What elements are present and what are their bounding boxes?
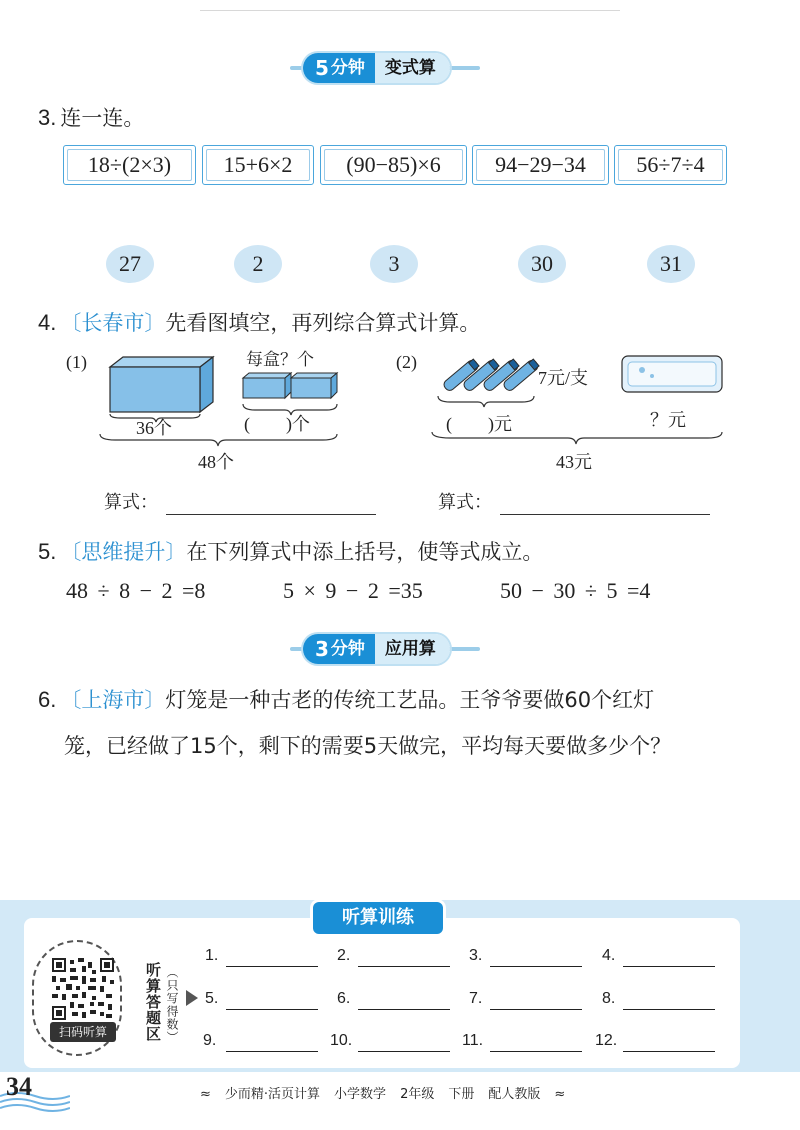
q5-title-text: 在下列算式中添上括号，使等式成立。 (186, 540, 544, 564)
footer-volume: 下册 (448, 1087, 475, 1102)
section-banner-1 (0, 53, 800, 83)
section-banner-2 (0, 634, 800, 664)
answer-line[interactable] (226, 1051, 318, 1052)
pens-blank[interactable]: ( )元 (446, 414, 512, 434)
per-box-label: 每盒？个 (246, 350, 314, 370)
formula-line-2[interactable] (500, 514, 710, 515)
listening-title: 听算训练 (313, 902, 443, 934)
banner-minutes: 5 (315, 56, 329, 80)
q6-number: 6. (38, 687, 57, 712)
page-number: 34 (6, 1072, 32, 1101)
answer-line[interactable] (358, 1009, 450, 1010)
play-arrow-icon[interactable] (186, 990, 198, 1006)
answer-area-note: （只写得数） (165, 966, 179, 1044)
answer-line[interactable] (623, 1051, 715, 1052)
answer-number: 10. (330, 1032, 353, 1049)
q6-line1-text: 灯笼是一种古老的传统工艺品。王爷爷要做60个红灯 (165, 688, 655, 712)
expression-box[interactable]: 94−29−34 (472, 145, 609, 185)
answer-line[interactable] (358, 1051, 450, 1052)
banner-time-unit: 分钟 (330, 58, 365, 78)
banner-time (303, 634, 375, 664)
q5-number: 5. (38, 539, 57, 564)
answer-number: 6. (337, 990, 351, 1007)
answer-number: 11. (462, 1032, 484, 1049)
q6-line2: 笼，已经做了15个，剩下的需要5天做完，平均每天要做多少个？ (64, 734, 672, 758)
expression-box[interactable]: 56÷7÷4 (614, 145, 727, 185)
q6-tag: 〔上海市〕 (60, 688, 166, 712)
formula-label-2: 算式： (438, 492, 492, 513)
big-box-count: 36个 (136, 418, 172, 438)
answer-line[interactable] (358, 966, 450, 967)
answer-line[interactable] (623, 1009, 715, 1010)
q6-line1 (38, 684, 654, 714)
banner-pill (303, 634, 450, 664)
answer-circle[interactable]: 2 (234, 245, 282, 283)
pen-unit-price: 7元/支 (538, 368, 589, 388)
answer-number: 2. (337, 947, 351, 964)
footer-grade: 2年级 (400, 1087, 435, 1102)
answer-number: 5. (205, 990, 219, 1007)
answer-line[interactable] (490, 1009, 582, 1010)
answer-number: 3. (469, 947, 483, 964)
formula-line-1[interactable] (166, 514, 376, 515)
expression-box[interactable]: 18÷(2×3) (63, 145, 196, 185)
small-boxes-blank[interactable]: ( )个 (244, 414, 310, 434)
equation-2[interactable]: 5 × 9 − 2 =35 (283, 578, 423, 603)
answer-number: 9. (203, 1032, 217, 1049)
listening-card (24, 918, 740, 1068)
banner-time (303, 53, 375, 83)
q4-tag: 〔长春市〕 (60, 311, 166, 335)
q5-title (38, 536, 543, 566)
footer-mark-right: ≈ (554, 1087, 566, 1102)
qr-code-icon[interactable] (52, 958, 114, 1020)
q4-title-text: 先看图填空，再列综合算式计算。 (165, 311, 481, 335)
answer-circle[interactable]: 31 (647, 245, 695, 283)
expression-box[interactable]: (90−85)×6 (320, 145, 467, 185)
answer-circle[interactable]: 3 (370, 245, 418, 283)
banner-name: 应用算 (375, 634, 450, 664)
q4-part2-label: (2) (396, 352, 417, 372)
q3-title-text: 连一连。 (60, 106, 145, 130)
answer-number: 4. (602, 947, 616, 964)
qr-label: 扫码听算 (50, 1022, 116, 1042)
expression-box[interactable]: 15+6×2 (202, 145, 314, 185)
footer-series: 少而精·活页计算 (224, 1087, 321, 1102)
boxes-total: 48个 (198, 452, 234, 472)
answer-number: 12. (595, 1032, 618, 1049)
answer-number: 8. (602, 990, 616, 1007)
answer-line[interactable] (623, 966, 715, 967)
q4-number: 4. (38, 310, 57, 335)
footer-info (200, 1083, 579, 1102)
footer-subject: 小学数学 (334, 1087, 387, 1102)
answer-line[interactable] (226, 966, 318, 967)
q5-tag: 〔思维提升〕 (60, 540, 187, 564)
banner-minutes: 3 (315, 637, 329, 661)
answer-line[interactable] (490, 1051, 582, 1052)
pens-total: 43元 (556, 452, 592, 472)
banner-pill (303, 53, 450, 83)
footer-edition: 配人教版 (488, 1087, 541, 1102)
answer-line[interactable] (226, 1009, 318, 1010)
answer-circle[interactable]: 30 (518, 245, 566, 283)
pens (442, 358, 540, 392)
footer-mark-left: ≈ (200, 1087, 211, 1102)
answer-number: 1. (205, 947, 219, 964)
answer-number: 7. (469, 990, 483, 1007)
equation-1[interactable]: 48 ÷ 8 − 2 =8 (66, 578, 206, 603)
case-price: ？元 (650, 410, 686, 430)
boxes-illustration (95, 352, 355, 452)
answer-area-label: 听算答题区 (144, 962, 162, 1042)
q4-title (38, 307, 480, 337)
equation-3[interactable]: 50 − 30 ÷ 5 =4 (500, 578, 651, 603)
q3-number: 3. (38, 105, 57, 130)
answer-circle[interactable]: 27 (106, 245, 154, 283)
top-divider (200, 10, 620, 11)
banner-name: 变式算 (375, 53, 450, 83)
q4-part1-label: (1) (66, 352, 87, 372)
banner-time-unit: 分钟 (330, 639, 365, 659)
formula-label-1: 算式： (104, 492, 158, 513)
q3-title (38, 102, 144, 132)
answer-line[interactable] (490, 966, 582, 967)
